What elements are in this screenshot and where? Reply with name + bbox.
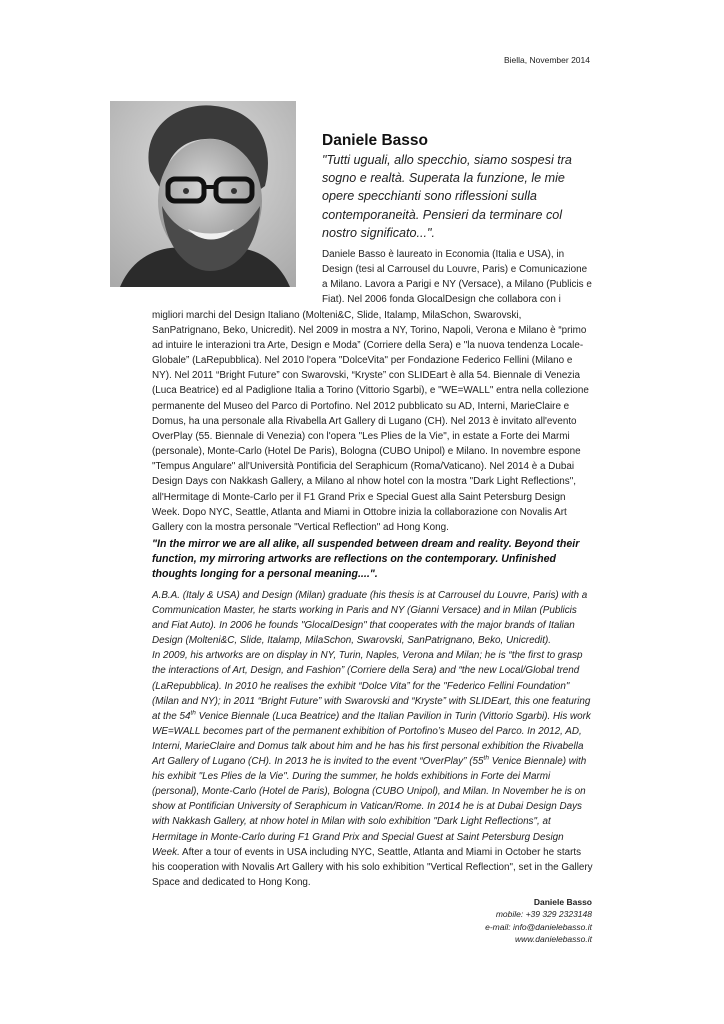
contact-signature bbox=[485, 896, 592, 945]
english-biography bbox=[152, 588, 594, 890]
english-bio-paragraph-2a: In 2009, his artworks are on display in NY, Turin, Naples, Verona and Milan; he is “the first to grasp the interactions of Art, Design, and Fashion” (Corriere della Sera) and “the new Local/Global trend (LaRepubblica). In 2010 he realises the exhibit “Dolce Vita” for the "Federico Fellini Foundation" (Milan and NY); in 2011 “Bright Future” with Swarovski and “Kryste” with SLIDEart, this one featuring at the 54 bbox=[152, 650, 591, 722]
mobile-number: mobile: +39 329 2323148 bbox=[495, 909, 592, 920]
english-quote: "In the mirror we are all alike, all suspended between dream and reality. Beyond their function, my mirroring artworks are reflections on the contemporary. Unfinished thoughts longing for a personal meaning....". bbox=[152, 538, 580, 581]
ordinal-suffix: th bbox=[483, 754, 489, 762]
website-url: www.danielebasso.it bbox=[514, 933, 592, 944]
artist-name: Daniele Basso bbox=[322, 132, 428, 149]
english-bio-paragraph-2b: Venice Biennale (Luca Beatrice) and the Italian Pavilion in Turin (Vittorio Sgarbi). His work WE=WALL becomes part of the permanent exhibition of Portofino’s Museo del Parco. In 2012, AD, Interni, MarieClaire and Domus talk about him and he has his first personal exhibition the Rivabella Art Gallery of Lugano (CH). In 2013 he is invited to the event “OverPlay” (55 bbox=[152, 710, 591, 768]
italian-biography bbox=[152, 247, 592, 533]
italian-biography-text: Daniele Basso è laureato in Economia (Italia e USA), in Design (tesi al Carrousel du Louvre, Paris) e Comunicazione a Milano. Lavora a Parigi e NY (Versace), a Milano (Publicis e Fiat). Nel 2006 fonda GlocalDesign che collabora con i migliori marchi del Design Italiano (Molteni&C, Slide, Italamp, MilaSchon, Swarovski, SanPatrignano, Beko, Unicredit). Nel 2009 in mostra a NY, Torino, Napoli, Verona e Milano è “primo ad intuire le interazioni tra Arte, Design e Moda” (Corriere della Sera) e "la nuova tendenza Locale-Globale” (LaRepubblica). Nel 2010 l'opera "DolceVita" per Fondazione Federico Fellini (Milano e NY). Nel 2011 “Bright Future” con Swarovski, “Kryste” con SLIDEart è alla 54. Biennale di Venezia (Luca Beatrice) ed al Padiglione Italia a Torino (Vittorio Sgarbi), e "WE=WALL" entra nella collezione permanente del Museo del Parco di Portofino. Nel 2012 pubblicato su AD, Interni, MarieClaire e Domus, ha una personale alla Rivabella Art Gallery di Lugano (CH). Nel 2013 è invitato all'evento OverPlay (55. Biennale di Venezia) con l'opera "Les Plies de la Vie", in estate a Forte dei Marmi (personale), Monte-Carlo (Hotel De Paris), Bologna (CUBO Unipol) e Milano. In novembre espone "Tempus Angulare" all'Università Pontificia del Seraphicum (Roma/Vaticano). Nel 2014 è a Dubai Design Days con Nakkash Gallery, a Milano al nhow hotel con la mostra "Dark Light Reflections", all'Hermitage di Monte-Carlo per il F1 Grand Prix e Special Guest alla Saint Petersburg Design Week. Dopo NYC, Seattle, Atlanta and Miami in Ottobre inizia la collaborazione con Novalis Art Gallery con la mostra personale "Vertical Reflection" ad Hong Kong. bbox=[152, 249, 592, 533]
document-date: Biella, November 2014 bbox=[504, 55, 590, 65]
english-bio-paragraph-2d: After a tour of events in USA including NYC, Seattle, Atlanta and Miami in October he starts his cooperation with Novalis Art Gallery with his solo exhibition "Vertical Reflection", set in the Gallery Space and dedicated to Hong Kong. bbox=[152, 846, 593, 888]
english-bio-paragraph-2c: Venice Biennale) with his exhibit "Les Plies de la Vie". During the summer, he holds exhibitions in Forte dei Marmi (personal), Monte-Carlo (Hotel de Paris), Bologna (CUBO Unipol), and Milan. In November he is on show at Pontifician University of Seraphicum in Vatican/Rome. In 2014 he is at Dubai Design Days with Nakkash Gallery, at nhow hotel in Milan with solo exhibition "Dark Light Reflections", at Hermitage in Monte-Carlo during F1 Grand Prix and Special Guest at Saint Petersburg Design Week. bbox=[152, 756, 587, 858]
signature-name: Daniele Basso bbox=[533, 897, 592, 907]
italian-quote: "Tutti uguali, allo specchio, siamo sospesi tra sogno e realtà. Superata la funzione, le mie opere specchianti sono riflessioni sulla contemporaneità. Pensieri da terminare col nostro significato...". bbox=[322, 153, 572, 240]
email-address: e-mail: info@danielebasso.it bbox=[485, 921, 592, 932]
english-bio-paragraph-1: A.B.A. (Italy & USA) and Design (Milan) graduate (his thesis is at Carrousel du Louvre, Paris) with a Communication Master, he starts working in Paris and NY (Gianni Versace) and in Milan (Publicis and Fiat Auto). In 2006 he founds "GlocalDesign" that cooperates with the major brands of Italian Design (Molteni&C, Slide, Italamp, MilaSchon, Swarovski, SanPatrignano, Beko, Unicredit). bbox=[152, 590, 588, 647]
ordinal-suffix: th bbox=[190, 709, 196, 717]
